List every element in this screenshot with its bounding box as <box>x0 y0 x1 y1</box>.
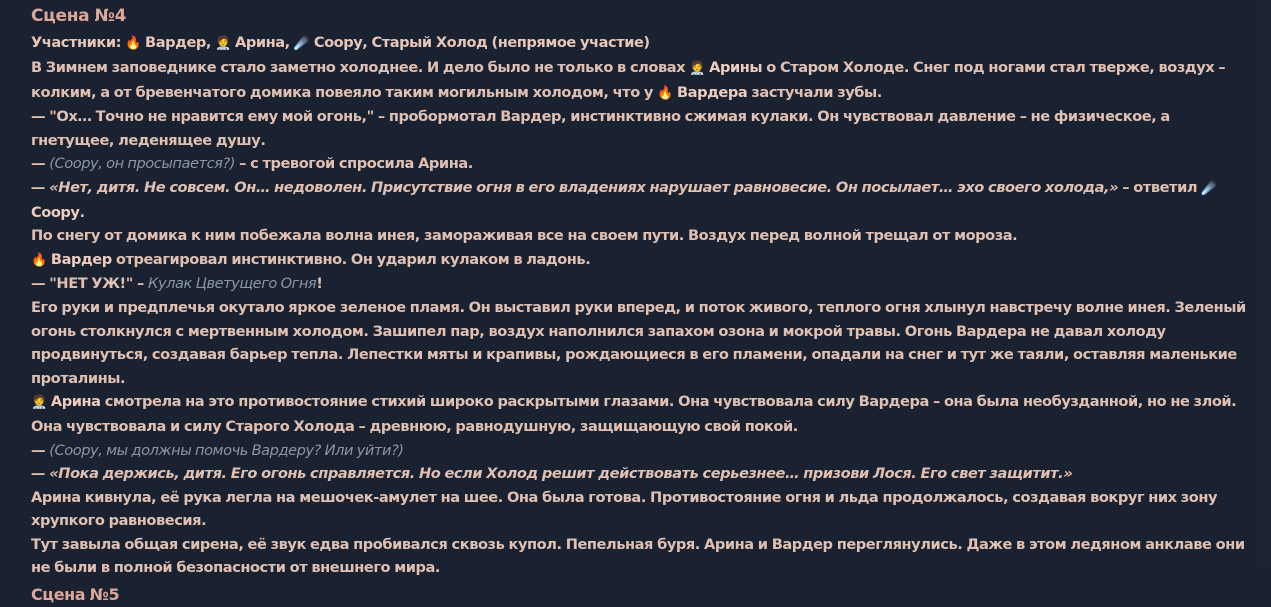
p1-text-b: о Старом Холоде. Снег под ногами стал тверже, воздух – колким, а от бревенчатого домика повеяло таким могильным холодом, что у <box>31 59 1226 101</box>
participants-line <box>31 31 1256 56</box>
paragraph-9 <box>31 390 1256 438</box>
next-scene-title: Сцена №5 <box>31 585 120 605</box>
name-arina: Арина <box>50 393 101 411</box>
p9-rest: смотрела на это противостояние стихий широко раскрытыми глазами. Она чувствовала силу Вардера – она была необузданной, но не злой. Она чувствовала и силу Старого Холода – древнюю, равнодушную, защищающую свой покой. <box>31 393 1237 435</box>
paragraph-3 <box>31 152 1256 176</box>
healer-icon: 🧑‍⚕️ <box>31 395 47 411</box>
paragraph-12: Арина кивнула, её рука легла на мешочек-амулет на шее. Она была готова. Противостояние огня и льда продолжалось, создавая вокруг них зону хрупкого равновесия. <box>31 488 1218 530</box>
p1-text-c: застучали зубы. <box>751 83 882 101</box>
name-soory: Соору <box>31 203 80 221</box>
p10-dash: — <box>31 441 46 459</box>
p4-rest: – ответил <box>1122 178 1198 196</box>
name-vardar: Вардер <box>50 250 112 268</box>
participant-vardar: Вардер, <box>145 34 211 51</box>
p6-rest: отреагировал инстинктивно. Он ударил кулаком в ладонь. <box>115 250 591 268</box>
paragraph-5: По снегу от домика к ним побежала волна инея, замораживая все на своем пути. Воздух перед волной трещал от мороза. <box>31 227 1018 245</box>
fire-icon: 🔥 <box>125 36 141 51</box>
comet-icon: ☄️ <box>293 36 310 51</box>
paragraph-1 <box>31 56 1256 105</box>
telepathic-thought: (Соору, он просыпается?) <box>49 155 236 173</box>
paragraph-2: — "Ох… Точно не нравится ему мой огонь," – пробормотал Вардер, инстинктивно сжимая кулаки. Он чувствовал давление – не физическое, а гнетущее, леденящее душу. <box>31 108 1170 149</box>
participant-soory: Соору, Старый Холод (непрямое участие) <box>313 34 650 51</box>
p3-rest: – с тревогой спросила Арина. <box>239 155 473 173</box>
telepathic-thought: (Соору, мы должны помочь Вардеру? Или уйти?) <box>49 441 404 459</box>
p4-end: . <box>79 203 85 221</box>
paragraph-4 <box>31 176 1256 224</box>
technique-name: Кулак Цветущего Огня <box>148 275 317 293</box>
healer-icon: 🧑‍⚕️ <box>689 61 706 76</box>
p1-text-a: В Зимнем заповеднике стало заметно холоднее. И дело было не только в словах <box>31 59 686 76</box>
paragraph-11: — «Пока держись, дитя. Его огонь справляется. Но если Холод решит действовать серьезнее… призови Лося. Его свет защитит.» <box>31 465 1073 483</box>
paragraph-6 <box>31 248 1256 273</box>
scene-title: Сцена №4 <box>31 6 127 26</box>
soory-speech: — «Нет, дитя. Не совсем. Он… недоволен. Присутствие огня в его владениях нарушает равновесие. Он посылает… эхо своего холода,» <box>31 178 1119 196</box>
p7-end: ! <box>316 275 323 293</box>
fire-icon: 🔥 <box>31 252 47 268</box>
paragraph-13: Тут завыла общая сирена, её звук едва пробивался сквозь купол. Пепельная буря. Арина и Вардер переглянулись. Даже в этом ледяном анклаве они не были в полной безопасности от внешнего мира. <box>31 535 1245 577</box>
paragraph-8: Его руки и предплечья окутало яркое зеленое пламя. Он выставил руки вперед, и поток живого, теплого огня хлынул навстречу волне инея. Зеленый огонь столкнулся с мертвенным холодом. Зашипел пар, воздух наполнился запахом озона и мокрой травы. Огонь Вардера не давал холоду продвинуться, создавая барьер тепла. Лепестки мяты и крапивы, рождающиеся в его пламени, опадали на снег и тут же таяли, оставляя маленькие проталины. <box>31 298 1246 387</box>
participant-arina: Арина, <box>235 34 290 51</box>
shout-text: — "НЕТ УЖ!" – <box>31 275 144 293</box>
paragraph-10 <box>31 439 1256 463</box>
name-arina: Арины <box>709 59 763 76</box>
healer-icon: 🧑‍⚕️ <box>215 36 231 51</box>
name-vardar: Вардера <box>677 83 748 101</box>
comet-icon: ☄️ <box>1201 180 1217 196</box>
story-message <box>31 4 1256 605</box>
scrollbar-track[interactable] <box>1257 0 1271 565</box>
p3-dash: — <box>31 155 46 173</box>
fire-icon: 🔥 <box>657 85 673 101</box>
paragraph-7 <box>31 272 1256 296</box>
participants-label: Участники: <box>31 34 122 51</box>
